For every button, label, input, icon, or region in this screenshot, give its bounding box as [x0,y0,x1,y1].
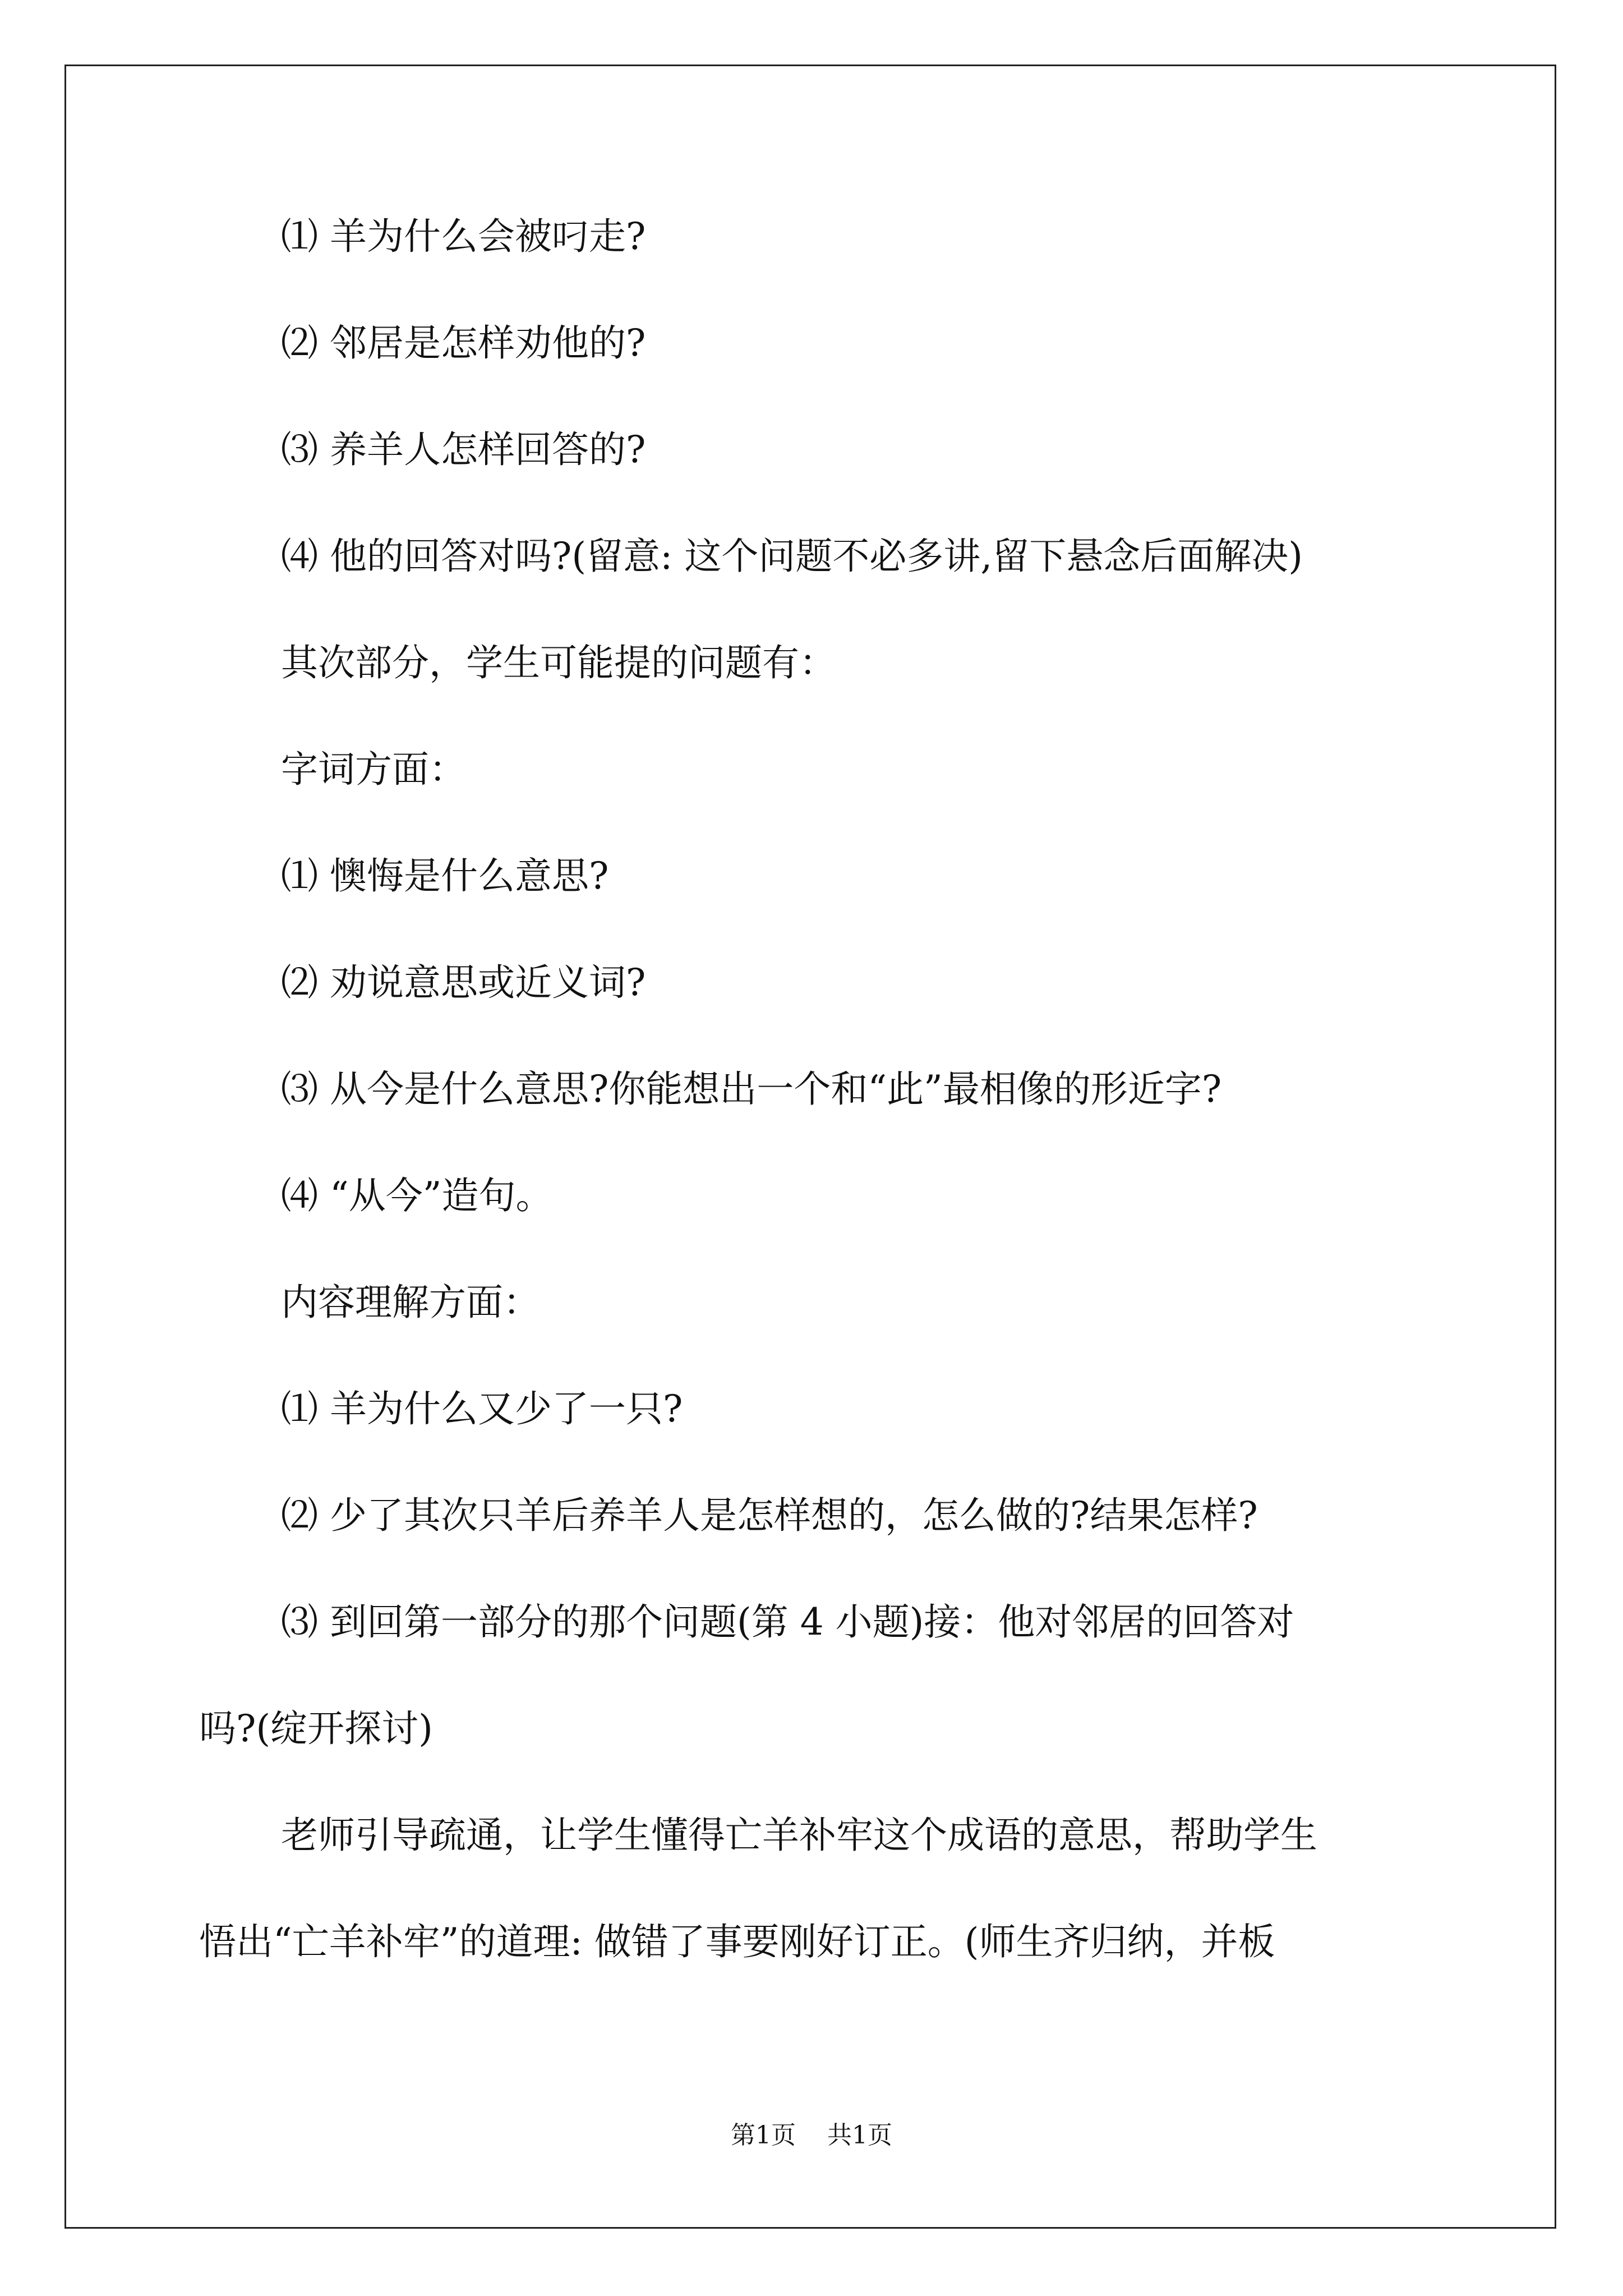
question-line: ⑷ 他的回答对吗?(留意: 这个问题不必多讲,留下悬念后面解决) [281,535,1303,578]
question-line: ⑶ 从今是什么意思?你能想出一个和“此”最相像的形近字? [281,1068,1222,1111]
section-heading: 字词方面： [281,748,466,791]
question-line: ⑴ 羊为什么又少了一只? [281,1387,683,1430]
question-line: ⑴ 羊为什么会被叼走? [281,215,646,258]
page-border [64,65,1556,2229]
question-line: ⑵ 劝说意思或近义词? [281,961,646,1004]
question-line: ⑶ 养羊人怎样回答的? [281,428,646,471]
question-line: ⑷ “从今”造句。 [281,1174,553,1217]
page-number: 第1页 共1页 [731,2121,892,2150]
page-footer [0,2119,1623,2152]
section-heading: 内容理解方面： [281,1281,540,1324]
paragraph-line: 悟出“亡羊补牢”的道理: 做错了事要刚好订正。(师生齐归纳，并板 [199,1920,1275,1963]
paragraph-line: 吗?(绽开探讨) [199,1707,433,1750]
paragraph-line: 老师引导疏通，让学生懂得亡羊补牢这个成语的意思，帮助学生 [281,1814,1317,1857]
question-line: ⑶ 到回第一部分的那个问题(第 4 小题)接：他对邻居的回答对 [281,1600,1294,1644]
paragraph-line: 其次部分，学生可能提的问题有： [281,641,836,684]
question-line: ⑵ 邻居是怎样劝他的? [281,321,646,365]
question-line: ⑴ 懊悔是什么意思? [281,854,609,898]
question-line: ⑵ 少了其次只羊后养羊人是怎样想的，怎么做的?结果怎样? [281,1494,1258,1537]
